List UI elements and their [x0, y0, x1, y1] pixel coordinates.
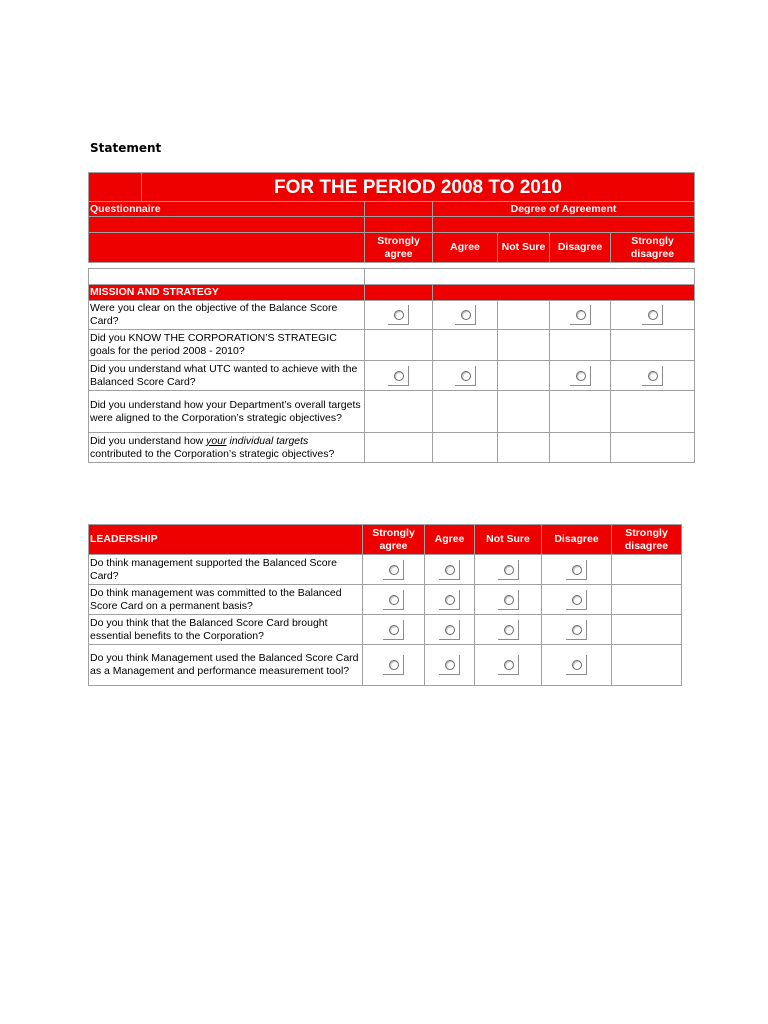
- period-title: FOR THE PERIOD 2008 TO 2010: [142, 173, 695, 202]
- question-row: [89, 361, 695, 391]
- question-text-part: contributed to the Corporation’s strategic objectives?: [90, 447, 335, 460]
- answer-cell-not-sure: [475, 645, 542, 686]
- answer-cell-agree: [433, 361, 498, 391]
- radio-agree[interactable]: [455, 366, 476, 386]
- question-row: [89, 391, 695, 433]
- answer-cell-not-sure: [498, 301, 550, 330]
- answer-cell-strongly-agree: [365, 433, 433, 463]
- question-row: [89, 645, 682, 686]
- answer-cell-strongly-agree: [363, 645, 425, 686]
- answer-cell-disagree: [550, 330, 611, 361]
- radio-agree[interactable]: [439, 560, 460, 580]
- radio-disagree[interactable]: [570, 366, 591, 386]
- answer-cell-strongly-disagree: [612, 555, 682, 585]
- question-text-part: Did you understand how: [90, 434, 207, 447]
- answer-cell-strongly-agree: [365, 361, 433, 391]
- empty-header-cell: [365, 217, 433, 233]
- radio-strongly-disagree[interactable]: [642, 366, 663, 386]
- radio-disagree[interactable]: [566, 655, 587, 675]
- question-text: Did you understand how your Department’s overall targets were aligned to the Corporation’s strategic objectives?: [89, 391, 365, 433]
- answer-cell-agree: [425, 615, 475, 645]
- answer-cell-strongly-agree: [365, 330, 433, 361]
- scale-strongly-agree: Strongly agree: [365, 233, 433, 263]
- mission-strategy-table: [88, 172, 695, 463]
- radio-disagree[interactable]: [566, 590, 587, 610]
- answer-cell-strongly-disagree: [612, 585, 682, 615]
- question-text: Do you think Management used the Balanced Score Card as a Management and performance measurement tool?: [89, 645, 363, 686]
- answer-cell-strongly-agree: [363, 555, 425, 585]
- question-row: [89, 555, 682, 585]
- answer-cell-agree: [433, 330, 498, 361]
- question-row: [89, 433, 695, 463]
- degree-of-agreement-header: Degree of Agreement: [433, 202, 695, 217]
- scale-agree: Agree: [425, 525, 475, 555]
- radio-strongly-agree[interactable]: [383, 560, 404, 580]
- answer-cell-disagree: [542, 615, 612, 645]
- scale-not-sure: Not Sure: [498, 233, 550, 263]
- scale-strongly-disagree: Strongly disagree: [611, 233, 695, 263]
- answer-cell-disagree: [542, 555, 612, 585]
- answer-cell-disagree: [550, 391, 611, 433]
- header-spacer-cell: [365, 202, 433, 217]
- scale-agree: Agree: [433, 233, 498, 263]
- answer-cell-strongly-disagree: [611, 361, 695, 391]
- radio-agree[interactable]: [439, 590, 460, 610]
- question-text: Were you clear on the objective of the Balance Score Card?: [89, 301, 365, 330]
- question-text-italic: individual targets: [226, 434, 309, 447]
- scale-header-spacer: [89, 233, 365, 263]
- answer-cell-strongly-agree: [365, 301, 433, 330]
- answer-cell-agree: [433, 433, 498, 463]
- question-text: Did you KNOW THE CORPORATION’S STRATEGIC goals for the period 2008 - 2010?: [89, 330, 365, 361]
- statement-heading: Statement: [90, 141, 162, 155]
- answer-cell-strongly-agree: [363, 615, 425, 645]
- answer-cell-agree: [433, 391, 498, 433]
- radio-not-sure[interactable]: [498, 560, 519, 580]
- section-spacer: [365, 285, 433, 301]
- radio-strongly-disagree[interactable]: [642, 305, 663, 325]
- answer-cell-strongly-disagree: [611, 391, 695, 433]
- answer-cell-not-sure: [475, 585, 542, 615]
- question-text-emphasis: your: [206, 434, 227, 447]
- radio-strongly-agree[interactable]: [388, 305, 409, 325]
- question-text: Do think management supported the Balanced Score Card?: [89, 555, 363, 585]
- radio-agree[interactable]: [439, 620, 460, 640]
- scale-disagree: Disagree: [550, 233, 611, 263]
- questionnaire-header: Questionnaire: [89, 202, 365, 217]
- answer-cell-strongly-disagree: [612, 615, 682, 645]
- radio-strongly-agree[interactable]: [383, 620, 404, 640]
- question-row: [89, 585, 682, 615]
- blank-cell: [89, 269, 365, 285]
- answer-cell-disagree: [550, 433, 611, 463]
- radio-strongly-agree[interactable]: [383, 590, 404, 610]
- answer-cell-disagree: [550, 301, 611, 330]
- radio-not-sure[interactable]: [498, 655, 519, 675]
- answer-cell-not-sure: [475, 615, 542, 645]
- radio-disagree[interactable]: [570, 305, 591, 325]
- section-mission-strategy: MISSION AND STRATEGY: [89, 285, 365, 301]
- answer-cell-not-sure: [475, 555, 542, 585]
- answer-cell-strongly-disagree: [611, 330, 695, 361]
- section-spacer: [433, 285, 695, 301]
- question-row: [89, 330, 695, 361]
- radio-agree[interactable]: [455, 305, 476, 325]
- scale-strongly-agree: Strongly agree: [363, 525, 425, 555]
- radio-strongly-agree[interactable]: [388, 366, 409, 386]
- radio-not-sure[interactable]: [498, 590, 519, 610]
- scale-disagree: Disagree: [542, 525, 612, 555]
- title-spacer-cell: [89, 173, 142, 202]
- scale-strongly-disagree: Strongly disagree: [612, 525, 682, 555]
- answer-cell-agree: [425, 645, 475, 686]
- answer-cell-agree: [425, 585, 475, 615]
- empty-header-cell: [89, 217, 365, 233]
- radio-not-sure[interactable]: [498, 620, 519, 640]
- answer-cell-strongly-agree: [365, 391, 433, 433]
- question-text: Do think management was committed to the Balanced Score Card on a permanent basis?: [89, 585, 363, 615]
- radio-disagree[interactable]: [566, 620, 587, 640]
- answer-cell-strongly-disagree: [611, 301, 695, 330]
- answer-cell-not-sure: [498, 330, 550, 361]
- answer-cell-strongly-disagree: [611, 433, 695, 463]
- question-text: Did you understand what UTC wanted to achieve with the Balanced Score Card?: [89, 361, 365, 391]
- answer-cell-disagree: [542, 585, 612, 615]
- answer-cell-disagree: [550, 361, 611, 391]
- answer-cell-not-sure: [498, 433, 550, 463]
- blank-cell: [365, 269, 695, 285]
- question-row: [89, 615, 682, 645]
- section-leadership: LEADERSHIP: [89, 525, 363, 555]
- leadership-table: [88, 524, 682, 686]
- question-text: [89, 433, 365, 463]
- radio-disagree[interactable]: [566, 560, 587, 580]
- answer-cell-agree: [425, 555, 475, 585]
- answer-cell-agree: [433, 301, 498, 330]
- question-row: [89, 301, 695, 330]
- empty-header-cell: [433, 217, 695, 233]
- answer-cell-strongly-agree: [363, 585, 425, 615]
- scale-not-sure: Not Sure: [475, 525, 542, 555]
- answer-cell-not-sure: [498, 391, 550, 433]
- radio-agree[interactable]: [439, 655, 460, 675]
- question-text: Do you think that the Balanced Score Card brought essential benefits to the Corporation?: [89, 615, 363, 645]
- answer-cell-not-sure: [498, 361, 550, 391]
- answer-cell-strongly-disagree: [612, 645, 682, 686]
- radio-strongly-agree[interactable]: [383, 655, 404, 675]
- answer-cell-disagree: [542, 645, 612, 686]
